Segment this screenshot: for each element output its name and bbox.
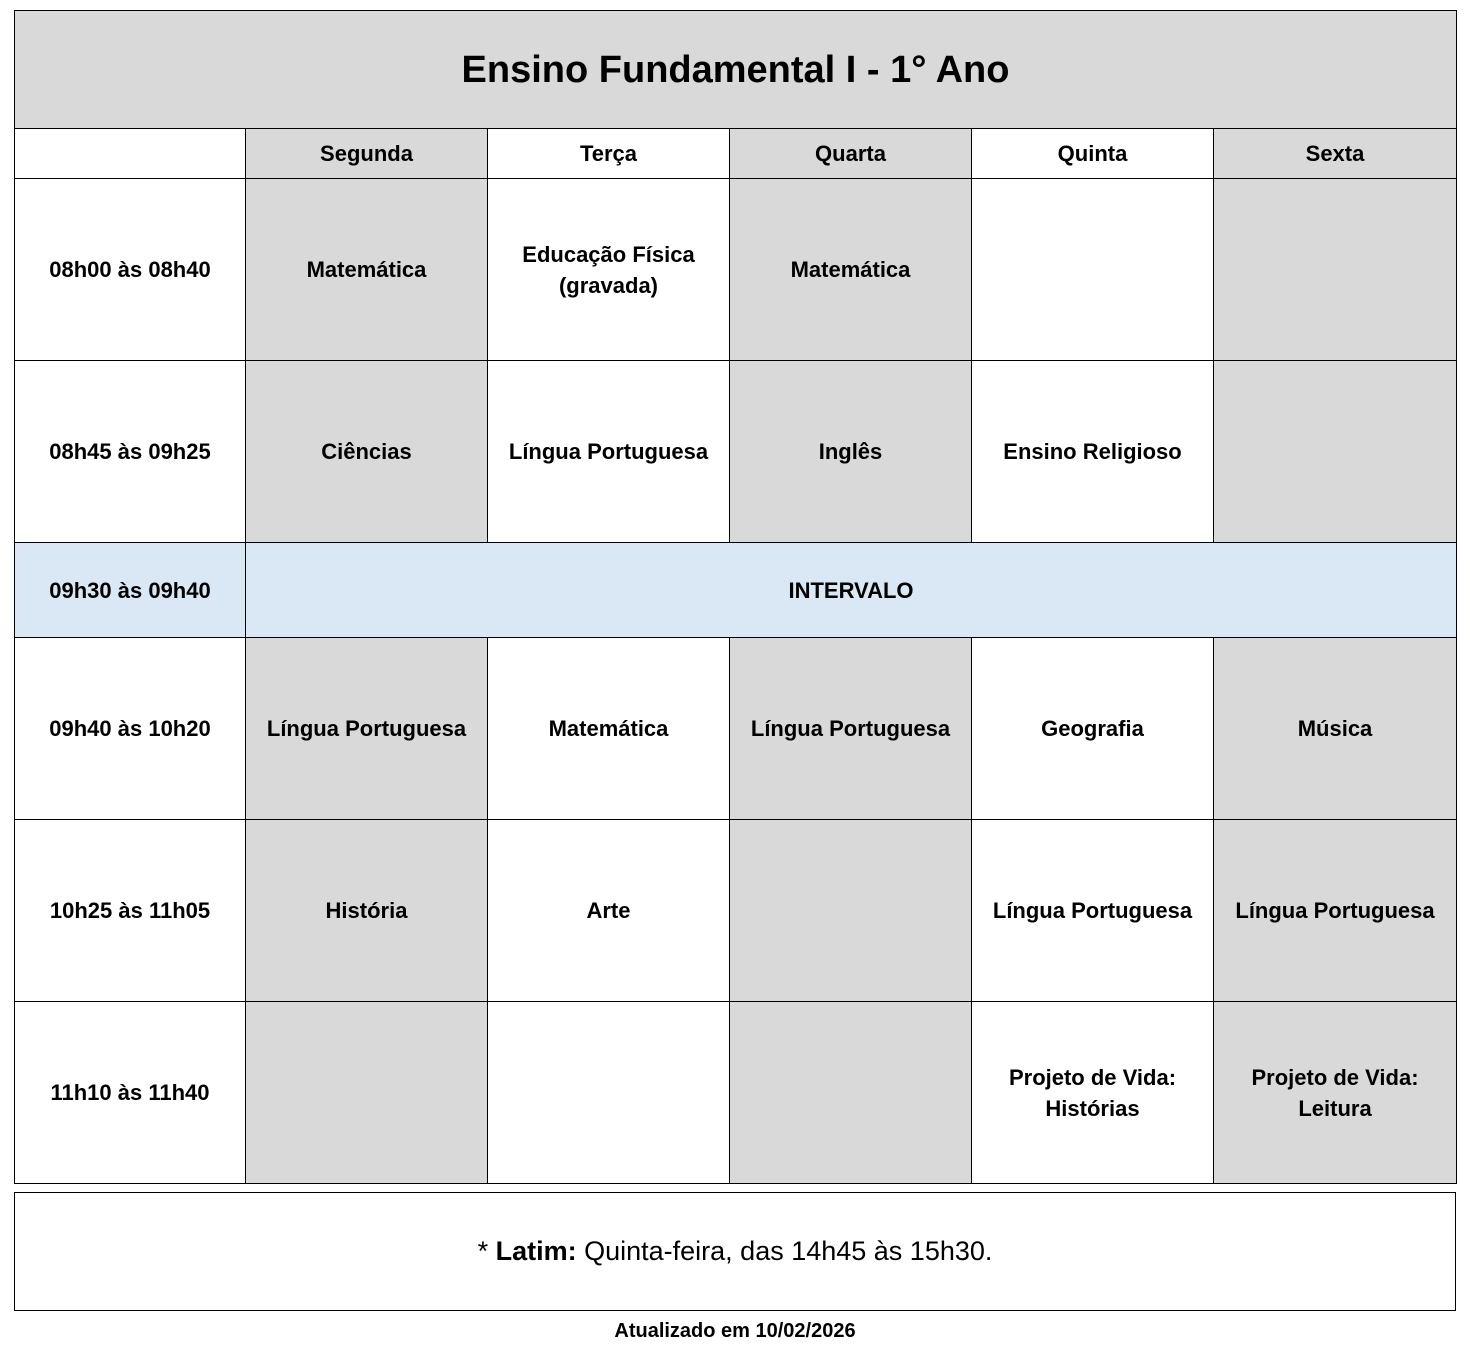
class-cell-wednesday (730, 820, 972, 1002)
header-day-wednesday: Quarta (730, 129, 972, 179)
schedule-row-5 (15, 820, 1457, 1002)
class-cell-thursday: Projeto de Vida: Histórias (972, 1002, 1214, 1184)
time-slot: 08h00 às 08h40 (15, 179, 246, 361)
time-slot: 10h25 às 11h05 (15, 820, 246, 1002)
note-subject: Latim: (495, 1236, 577, 1266)
note-line (478, 1236, 993, 1267)
class-cell-friday (1214, 361, 1457, 543)
page-title: Ensino Fundamental I - 1° Ano (15, 11, 1457, 129)
schedule-row-6 (15, 1002, 1457, 1184)
note-detail: Quinta-feira, das 14h45 às 15h30. (576, 1236, 993, 1266)
time-slot: 11h10 às 11h40 (15, 1002, 246, 1184)
class-cell-monday: História (246, 820, 488, 1002)
schedule-row-2 (15, 361, 1457, 543)
class-cell-monday (246, 1002, 488, 1184)
schedule-row-4 (15, 638, 1457, 820)
break-row (15, 543, 1457, 638)
class-cell-friday: Projeto de Vida: Leitura (1214, 1002, 1457, 1184)
class-cell-friday: Música (1214, 638, 1457, 820)
header-row (15, 129, 1457, 179)
class-cell-friday: Língua Portuguesa (1214, 820, 1457, 1002)
schedule-row-1 (15, 179, 1457, 361)
class-cell-friday (1214, 179, 1457, 361)
updated-date: Atualizado em 10/02/2026 (614, 1320, 856, 1342)
class-cell-tuesday (488, 1002, 730, 1184)
time-slot: 09h30 às 09h40 (15, 543, 246, 638)
class-cell-tuesday: Educação Física (gravada) (488, 179, 730, 361)
class-cell-wednesday: Inglês (730, 361, 972, 543)
class-cell-tuesday: Arte (488, 820, 730, 1002)
header-corner (15, 129, 246, 179)
class-cell-thursday (972, 179, 1214, 361)
break-label: INTERVALO (246, 543, 1457, 638)
note-box (14, 1192, 1456, 1311)
schedule-table (14, 10, 1457, 1184)
class-cell-wednesday: Língua Portuguesa (730, 638, 972, 820)
class-cell-thursday: Língua Portuguesa (972, 820, 1214, 1002)
class-cell-thursday: Ensino Religioso (972, 361, 1214, 543)
class-cell-monday: Matemática (246, 179, 488, 361)
class-cell-wednesday (730, 1002, 972, 1184)
time-slot: 09h40 às 10h20 (15, 638, 246, 820)
header-day-monday: Segunda (246, 129, 488, 179)
header-day-thursday: Quinta (972, 129, 1214, 179)
class-cell-tuesday: Língua Portuguesa (488, 361, 730, 543)
header-day-tuesday: Terça (488, 129, 730, 179)
note-prefix: * (477, 1236, 496, 1266)
header-day-friday: Sexta (1214, 129, 1457, 179)
class-cell-tuesday: Matemática (488, 638, 730, 820)
class-cell-monday: Língua Portuguesa (246, 638, 488, 820)
class-cell-wednesday: Matemática (730, 179, 972, 361)
class-cell-thursday: Geografia (972, 638, 1214, 820)
time-slot: 08h45 às 09h25 (15, 361, 246, 543)
class-cell-monday: Ciências (246, 361, 488, 543)
